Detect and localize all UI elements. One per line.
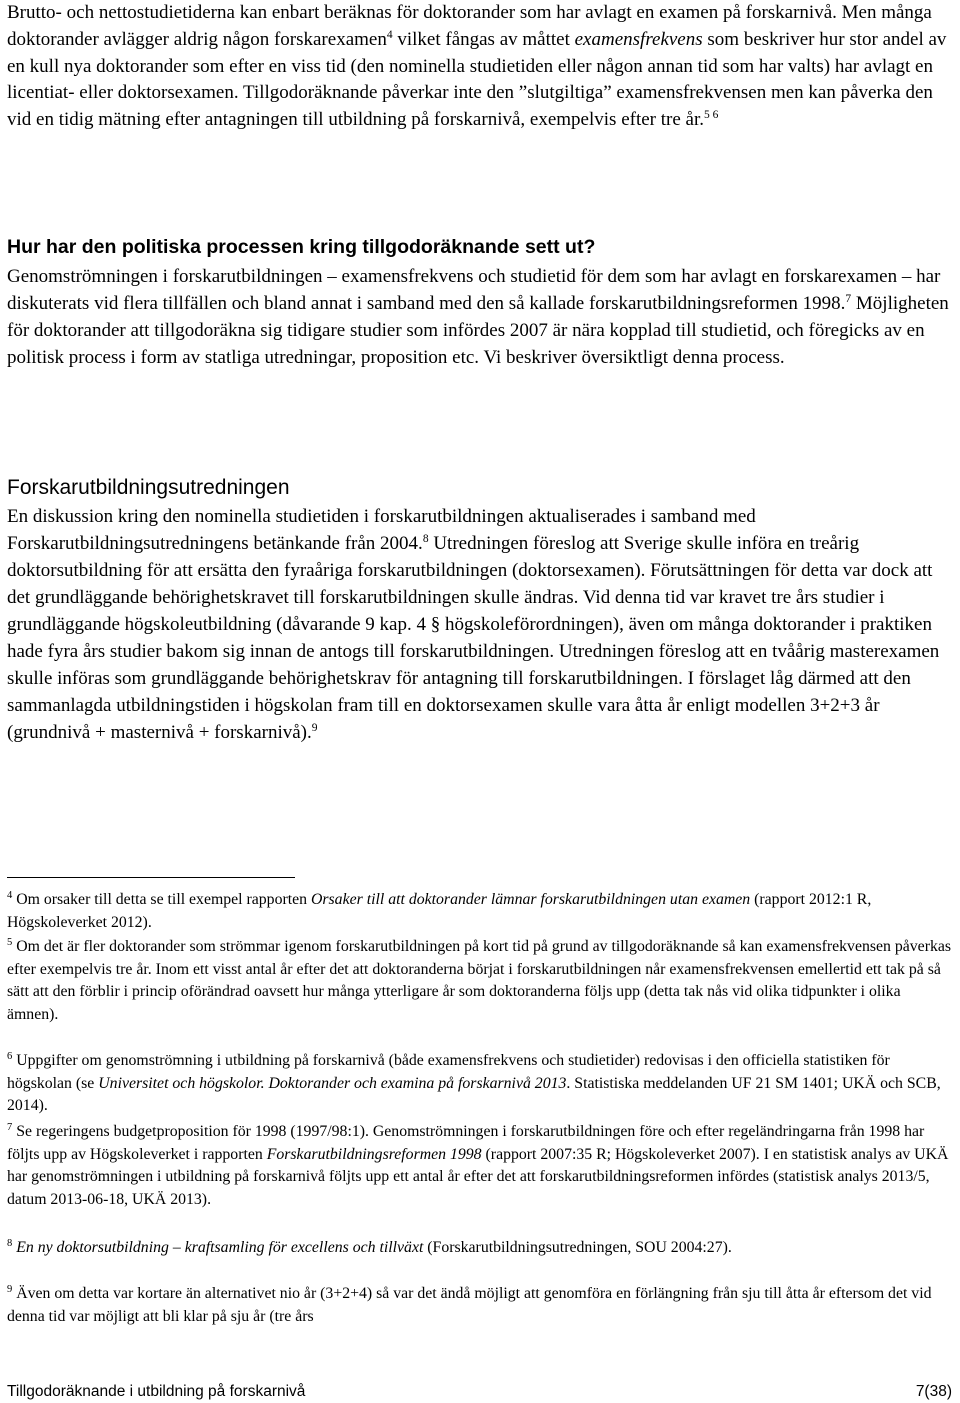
emphasis-term: examensfrekvens [574, 28, 703, 50]
report-title: Forskarutbildningsreformen 1998 [266, 1145, 482, 1163]
footer-document-title: Tillgodoräknande i utbildning på forskarnivå [7, 1383, 306, 1400]
text-segment: (rapport 2012:1 R, Högskoleverket 2012). [7, 891, 872, 931]
footnote-5 [7, 936, 955, 1026]
footnote-ref-5-6: 5 6 [704, 109, 719, 122]
footnote-ref-7: 7 [845, 293, 852, 306]
footnote-8 [7, 1237, 955, 1260]
section-heading-political-process: Hur har den politiska processen kring tillgodoräknande sett ut? [7, 236, 596, 258]
text-segment: (rapport 2007:35 R; Högskoleverket 2007). I en statistisk analys av UKÄ har genomströmningen i utbildning på forskarnivå följts upp ett antal år efter det att forskarutbildningsreformen infördes (statistisk analys 2013/5, datum 2013-06-18, UKÄ 2013). [7, 1145, 949, 1208]
footnote-number: 8 [7, 1238, 13, 1249]
body-paragraph-3 [7, 503, 955, 746]
text-segment: En diskussion kring den nominella studietiden i forskarutbildningen aktualiserades i samband med Forskarutbildningsutredningens betänkande från 2004. [7, 506, 756, 554]
text-segment: (Forskarutbildningsutredningen, SOU 2004:27). [423, 1239, 732, 1256]
footnote-4 [7, 889, 955, 934]
footnote-number: 7 [7, 1122, 13, 1133]
footnote-number: 5 [7, 937, 13, 948]
publication-title: Universitet och högskolor. Doktorander och examina på forskarnivå 2013 [98, 1074, 567, 1092]
footnote-number: 9 [7, 1284, 13, 1295]
footnote-number: 4 [7, 890, 13, 901]
text-segment: Se regeringens budgetproposition för 1998 (1997/98:1). Genomströmningen i forskarutbildningen före och efter regeländringarna från 1998 har följts upp av Högskoleverket i rapporten [7, 1123, 925, 1163]
footnote-ref-8: 8 [422, 533, 429, 545]
report-title: En ny doktorsutbildning – kraftsamling för excellens och tillväxt [16, 1239, 424, 1256]
text-segment: Även om detta var kortare än alternativet nio år (3+2+4) så var det ändå möjligt att genomföra en förlängning från sju till åtta år eftersom det vid denna tid var möjligt att bli klar på sju år (tre års [7, 1285, 932, 1325]
footnote-number: 6 [7, 1051, 13, 1062]
text-segment: Möjligheten för doktorander att tillgodoräkna sig tidigare studier som infördes 2007 är nära kopplad till studietid, och föregicks av en politisk process i form av statliga utredningar, proposition etc. Vi beskriver översiktligt denna process. [7, 293, 949, 369]
footnote-6 [7, 1050, 955, 1118]
body-paragraph-2 [7, 263, 955, 371]
section-heading-forskarutbildningsutredningen: Forskarutbildningsutredningen [7, 476, 290, 499]
text-segment: Utredningen föreslog att Sverige skulle införa en treårig doktorsutbildning för att ersätta den fyraåriga forskarutbildningen (doktorsexamen). Förutsättningen för detta var dock att det grundläggande behörighetskravet till forskarutbildningen skulle ändras. Vid denna tid var kravet tre års studier i grundläggande högskoleutbildning (dåvarande 9 kap. 4 § högskoleförordningen), även om många doktorander i praktiken hade fyra års studier bakom sig innan de antogs till forskarutbildningen. Utredningen föreslog att en tvåårig masterexamen skulle införas som grundläggande behörighetskrav för antagning till forskarutbildningen. I förslaget låg därmed att den sammanlagda utbildningstiden i högskolan fram till en doktorsexamen skulle vara åtta år enligt modellen 3+2+3 år (grundnivå + masternivå + forskarnivå). [7, 533, 940, 743]
body-paragraph-1 [7, 0, 955, 134]
footnote-ref-4: 4 [386, 28, 393, 41]
text-segment: vilket fångas av måttet [392, 28, 575, 50]
footnote-ref-9: 9 [311, 722, 318, 734]
text-segment: Uppgifter om genomströmning i utbildning på forskarnivå (både examensfrekvens och studietider) redovisas i den officiella statistiken för högskolan (se [7, 1052, 890, 1092]
text-segment: Om det är fler doktorander som strömmar igenom forskarutbildningen på kort tid på grund av tillgodoräknande så kan examensfrekvensen påverkas efter exempelvis tre år. Inom ett visst antal år efter det att doktoranderna börjat i forskarutbildningen når examensfrekvensen emellertid ett tak på så sätt att den förblir i princip oförändrad oavsett hur många ytterligare år som doktoranderna följs upp (detta tak nås vid olika tidpunkter i olika ämnen). [7, 938, 952, 1023]
text-segment: . Statistiska meddelanden UF 21 SM 1401; UKÄ och SCB, 2014). [7, 1074, 941, 1114]
text-segment: Brutto- och nettostudietiderna kan enbart beräknas för doktorander som har avlagt en examen på forskarnivå. Men många doktorander avlägger aldrig någon forskarexamen [7, 2, 932, 50]
report-title: Orsaker till att doktorander lämnar forskarutbildningen utan examen [310, 891, 751, 908]
text-segment: Genomströmningen i forskarutbildningen – examensfrekvens och studietid för dem som har avlagt en forskarexamen – har diskuterats vid flera tillfällen och bland annat i samband med den så kallade forskarutbildningsreformen 1998. [7, 266, 941, 315]
footnote-7 [7, 1121, 955, 1211]
footnote-separator [7, 877, 295, 878]
footer-page-number: 7(38) [915, 1383, 952, 1400]
text-segment: Om orsaker till detta se till exempel rapporten [12, 891, 311, 908]
footnote-9 [7, 1283, 955, 1328]
text-segment: som beskriver hur stor andel av en kull nya doktorander som efter en viss tid (den nominella studietiden eller någon annan tid som har valts) har avlagt en licentiat- eller doktorsexamen. Tillgodoräknande påverkar inte den ”slutgiltiga” examensfrekvensen men kan påverka den vid en tidig mätning efter antagningen till utbildning på forskarnivå, exempelvis efter tre år. [7, 28, 947, 131]
